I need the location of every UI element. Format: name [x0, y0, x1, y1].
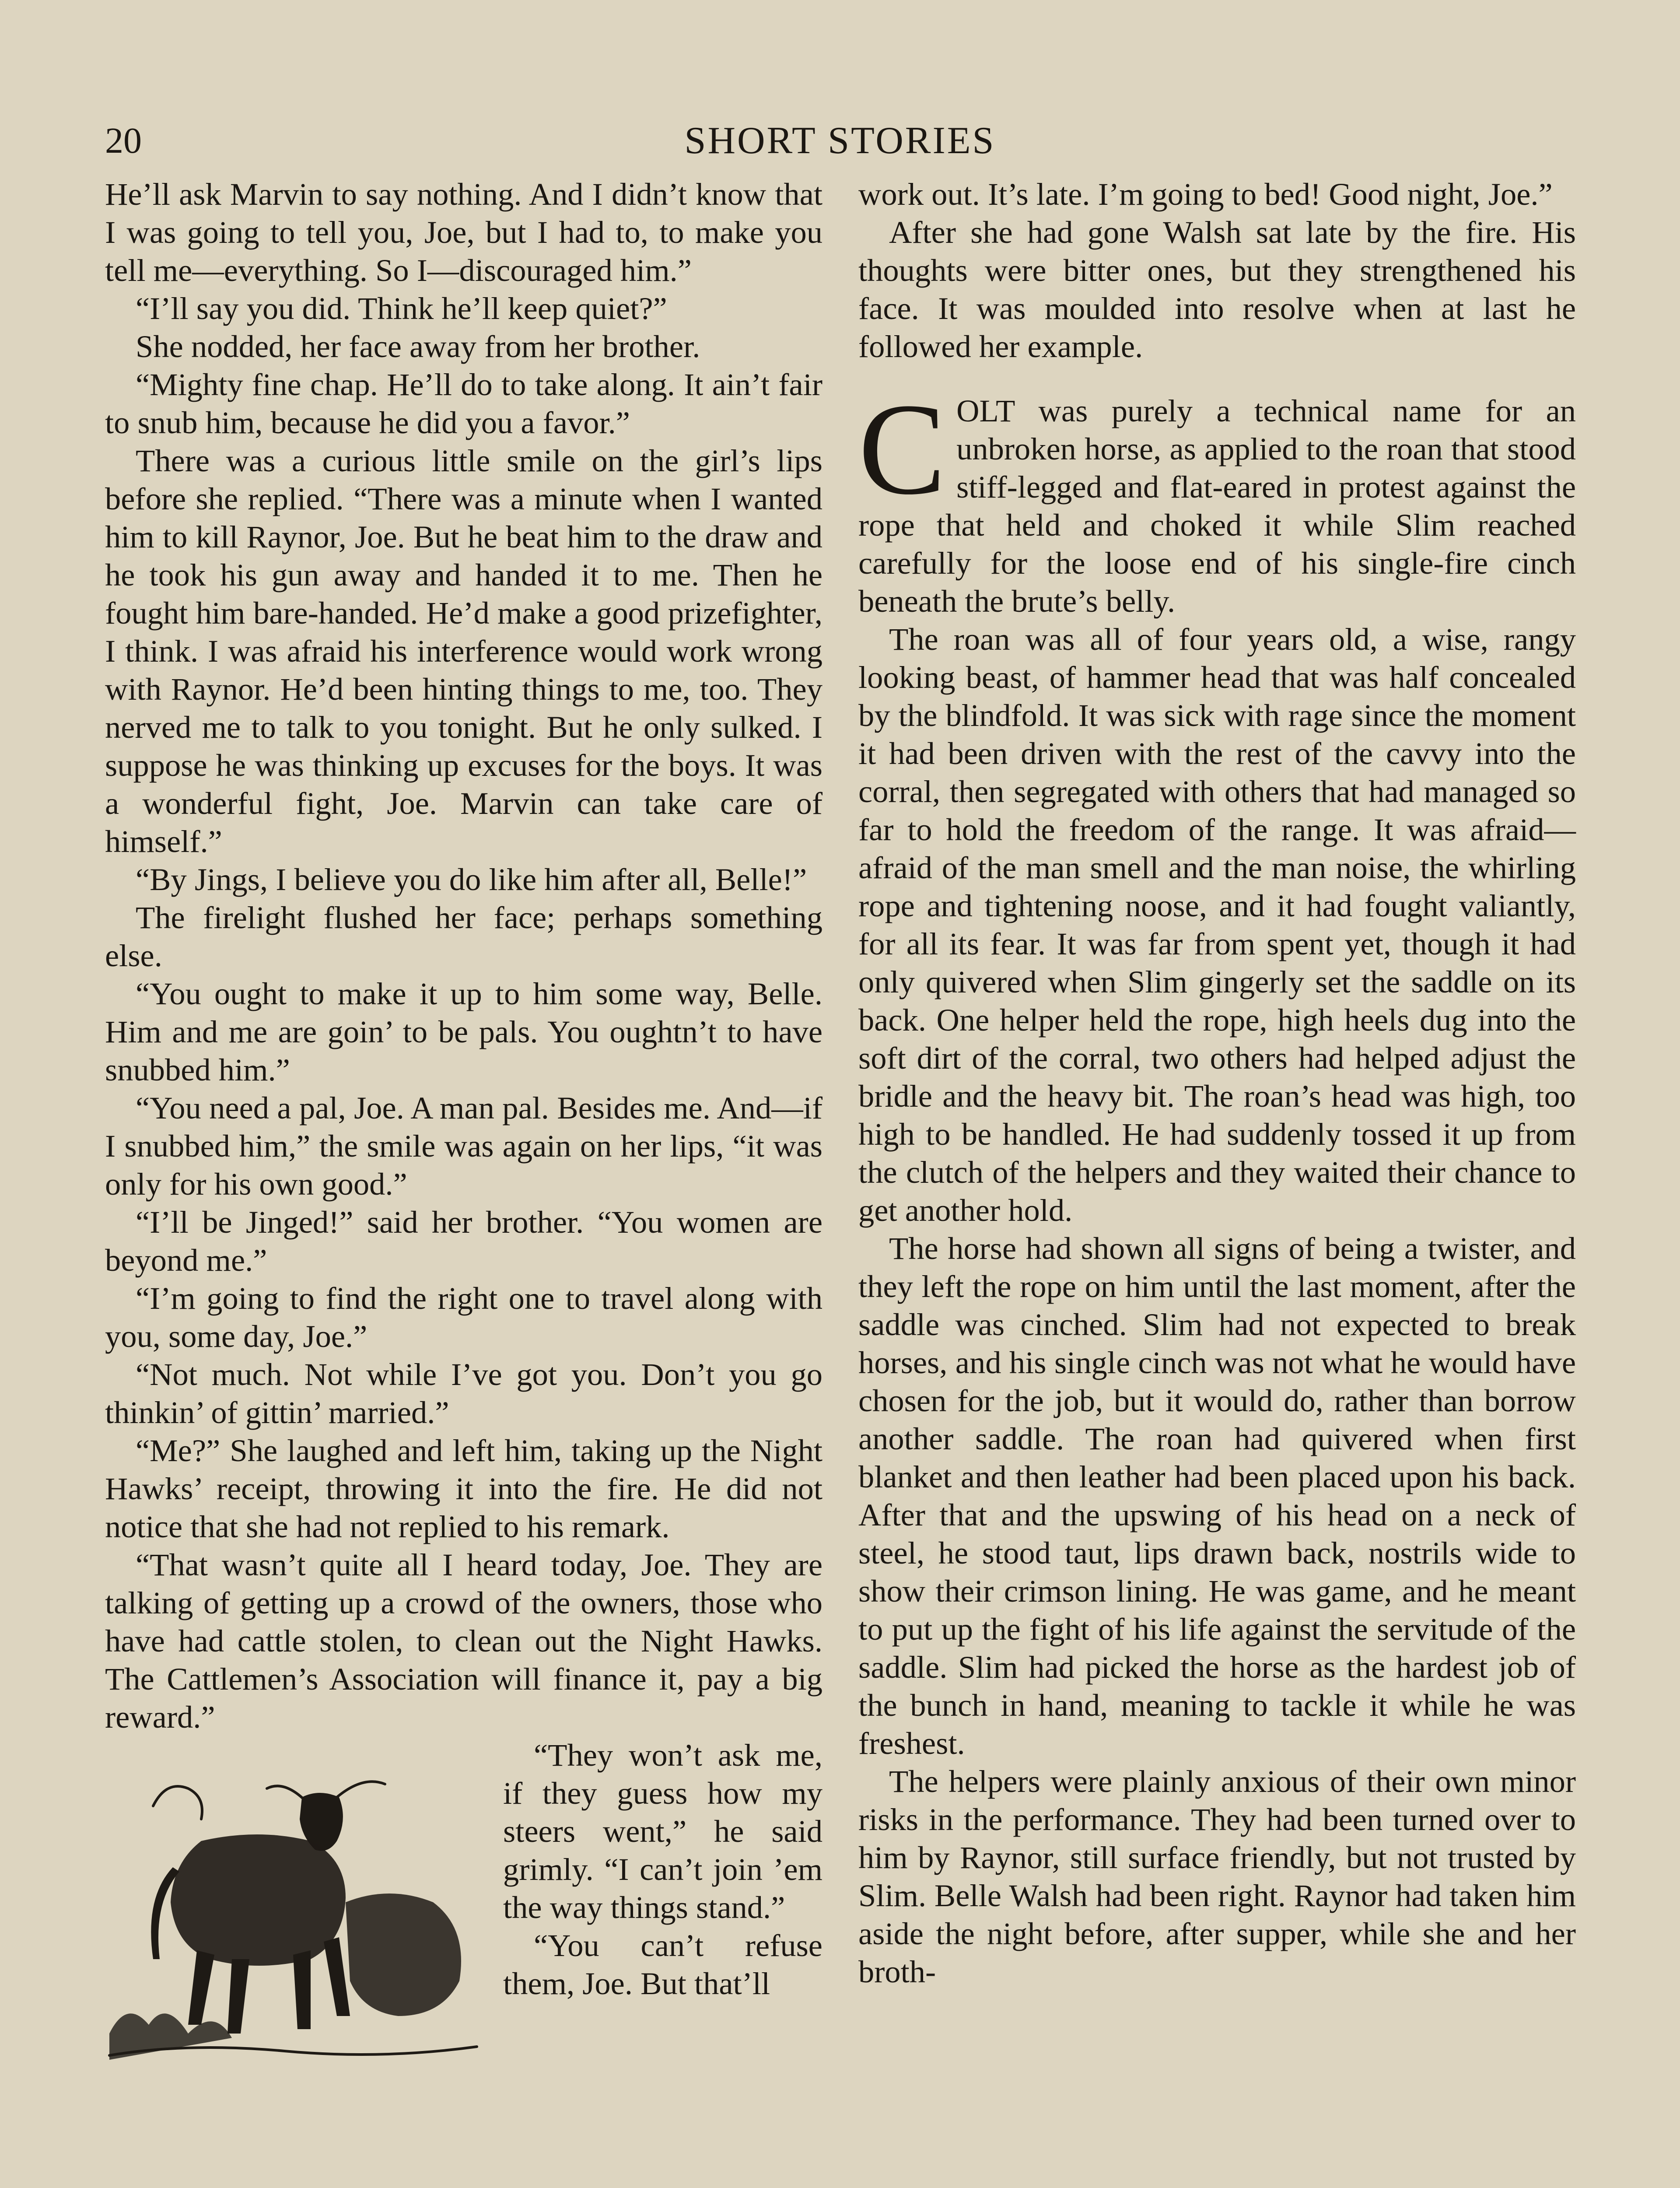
- paragraph: “You can’t refuse them, Joe. But that’ll: [503, 1928, 822, 2001]
- steer-horn-left: [267, 1786, 306, 1802]
- cowboy-figure: [153, 1786, 202, 1819]
- paragraph: “I’ll say you did. Think he’ll keep quiet?”: [136, 291, 667, 326]
- paragraph: “They won’t ask me, if they guess how my steers went,” he said grimly. “I can’t join ’em the way things stand.”: [503, 1737, 822, 1925]
- left-column: [105, 175, 822, 2073]
- paragraph: “I’ll be Jinged!” said her brother. “You women are beyond me.”: [105, 1204, 822, 1278]
- steer-leg: [188, 1950, 214, 2025]
- page-number: 20: [105, 120, 142, 161]
- second-steer: [346, 1893, 461, 2016]
- steer-leg: [324, 1937, 350, 2016]
- paragraph: “Mighty fine chap. He’ll do to take along. It ain’t fair to snub him, because he did you a favor.”: [105, 367, 822, 440]
- paragraph: The horse had shown all signs of being a twister, and they left the rope on him until the last moment, after the saddle was cinched. Slim had not expected to break horses, and his single cinch was not what he would have chosen for the job, but it would do, rather than borrow another saddle. The roan had quivered when first blanket and then leather had been placed upon his back. After that and the upswing of his head on a neck of steel, he stood taut, lips drawn back, nostrils wide to show their crimson lining. He was game, and he meant to put up the fight of his life against the servitude of the saddle. Slim had picked the horse as the hardest job of the bunch in hand, meaning to tackle it while he was freshest.: [858, 1231, 1576, 1761]
- paragraph: He’ll ask Marvin to say nothing. And I didn’t know that I was going to tell you, Joe, but I had to, to make you tell me—everything. So I—discouraged him.”: [105, 176, 822, 288]
- paragraph: work out. It’s late. I’m going to bed! Good night, Joe.”: [858, 176, 1553, 212]
- page-header: [105, 119, 1575, 172]
- right-column: [858, 175, 1576, 1991]
- paragraph: The roan was all of four years old, a wise, rangy looking beast, of hammer head that was half concealed by the blindfold. It was sick with rage since the moment it had been driven with the rest of the cavvy into the corral, then segregated with others that had managed so far to hold the freedom of the range. It was afraid—afraid of the man smell and the man noise, the whirling rope and tightening noose, and it had fought valiantly, for all its fear. It was far from spent yet, though it had only quivered when Slim gingerly set the saddle on its back. One helper held the rope, high heels dug into the soft dirt of the corral, two others had helped adjust the bridle and the heavy bit. The roan’s head was high, too high to be handled. He had suddenly tossed it up from the clutch of the helpers and they waited their chance to get another hold.: [858, 621, 1576, 1228]
- drop-cap: C: [858, 376, 946, 522]
- paragraph: “By Jings, I believe you do like him after all, Belle!”: [136, 862, 807, 897]
- section-break: [858, 365, 1576, 392]
- steer-body: [171, 1834, 346, 1966]
- paragraph: The helpers were plainly anxious of their own minor risks in the performance. They had been turned over to him by Raynor, still surface friendly, but not trusted by Slim. Belle Walsh had been right. Raynor had taken him aside the night before, after supper, while she and her broth-: [858, 1764, 1576, 1989]
- paragraph: “I’m going to find the right one to travel along with you, some day, Joe.”: [105, 1280, 822, 1354]
- paragraph: “Me?” She laughed and left him, taking up the Night Hawks’ receipt, throwing it into the fire. He did not notice that she had not replied to his remark.: [105, 1433, 822, 1544]
- steer-horn-right: [337, 1781, 385, 1797]
- paragraph: “You need a pal, Joe. A man pal. Besides me. And—if I snubbed him,” the smile was again on her lips, “it was only for his own good.”: [105, 1090, 822, 1202]
- steer-leg: [228, 1959, 249, 2034]
- drop-cap-paragraph-text: OLT was purely a technical name for an unbroken horse, as applied to the roan that stood stiff-legged and flat-eared in protest against the rope that held and choked it while Slim reached carefully for the loose end of his single-fire cinch beneath the brute’s belly.: [858, 393, 1576, 619]
- paragraph: The firelight flushed her face; perhaps something else.: [105, 900, 822, 973]
- paragraph: After she had gone Walsh sat late by the fire. His thoughts were bitter ones, but they strengthened his face. It was moulded into resolve when at last he followed her example.: [858, 214, 1576, 364]
- chapter-opening-paragraph: [858, 376, 1576, 620]
- steer-leg: [293, 1950, 311, 2029]
- paragraph: “That wasn’t quite all I heard today, Joe. They are talking of getting up a crowd of the owners, those who have had cattle stolen, to clean out the Night Hawks. The Cattlemen’s Association will finance it, pay a big reward.”: [105, 1547, 822, 1735]
- paragraph: There was a curious little smile on the girl’s lips before she replied. “There was a minute when I wanted him to kill Raynor, Joe. But he beat him to the draw and he took his gun away and handed it to me. Then he fought him bare-handed. He’d make a good prizefighter, I think. I was afraid his interference would work wrong with Raynor. He’d been hinting things to me, too. They nerved me to talk to you tonight. But he only sulked. I suppose he was thinking up excuses for the boys. It was a wonderful fight, Joe. Marvin can take care of himself.”: [105, 443, 822, 859]
- paragraph: “Not much. Not while I’ve got you. Don’t you go thinkin’ of gittin’ married.”: [105, 1357, 822, 1430]
- paragraph: “You ought to make it up to him some way, Belle. Him and me are goin’ to be pals. You oughtn’t to have snubbed him.”: [105, 976, 822, 1087]
- paragraph: She nodded, her face away from her brother.: [136, 329, 700, 364]
- running-title: SHORT STORIES: [684, 119, 996, 162]
- brush: [109, 2013, 232, 2060]
- cattle-illustration: [101, 1753, 486, 2069]
